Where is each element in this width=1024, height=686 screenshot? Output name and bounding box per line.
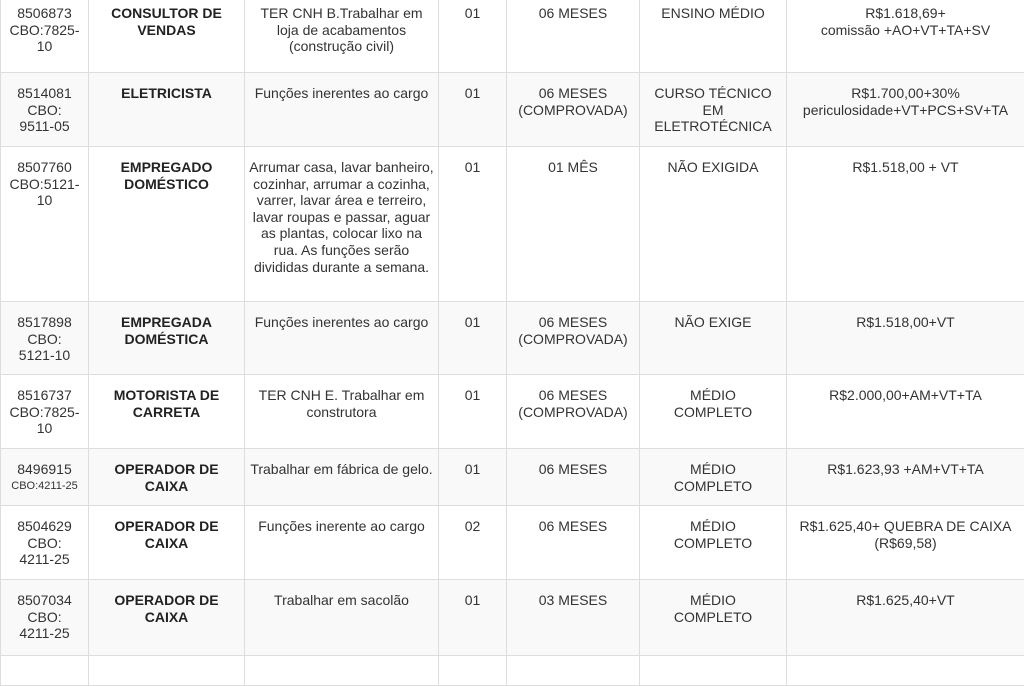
experience-requirement: 03 MESES xyxy=(507,580,640,656)
job-code-cell xyxy=(1,375,89,449)
job-code: 8517898 xyxy=(5,314,84,331)
vacancy-count: 01 xyxy=(439,73,507,147)
experience-requirement: 06 MESES (COMPROVADA) xyxy=(507,375,640,449)
job-code: 8504629 xyxy=(5,518,84,535)
experience-requirement: 06 MESES (COMPROVADA) xyxy=(507,73,640,147)
job-title: MOTORISTA DE CARRETA xyxy=(89,375,245,449)
salary-benefits: R$1.623,93 +AM+VT+TA xyxy=(787,449,1024,506)
vacancy-count: 01 xyxy=(439,449,507,506)
table-row xyxy=(1,147,1024,302)
salary-benefits: R$1.618,69+ comissão +AO+VT+TA+SV xyxy=(787,0,1024,73)
table-row xyxy=(1,506,1024,580)
job-code-cell xyxy=(1,506,89,580)
job-description: Funções inerentes ao cargo xyxy=(245,302,439,375)
job-code-cell xyxy=(1,449,89,506)
job-code: 8516737 xyxy=(5,387,84,404)
education-requirement: ENSINO MÉDIO xyxy=(640,0,787,73)
education-requirement: MÉDIO COMPLETO xyxy=(640,449,787,506)
education-requirement: NÃO EXIGE xyxy=(640,302,787,375)
salary-benefits: R$1.518,00 + VT xyxy=(787,147,1024,302)
salary-benefits: R$1.625,40+ QUEBRA DE CAIXA (R$69,58) xyxy=(787,506,1024,580)
education-requirement: MÉDIO COMPLETO xyxy=(640,580,787,656)
experience-requirement: 06 MESES xyxy=(507,449,640,506)
job-title: OPERADOR DE CAIXA xyxy=(89,506,245,580)
job-title: OPERADOR DE CAIXA xyxy=(89,449,245,506)
vacancy-count: 01 xyxy=(439,302,507,375)
job-description: Funções inerentes ao cargo xyxy=(245,73,439,147)
education-requirement: CURSO TÉCNICO EM ELETROTÉCNICA xyxy=(640,73,787,147)
salary-benefits: R$1.700,00+30% periculosidade+VT+PCS+SV+TA xyxy=(787,73,1024,147)
salary-benefits: R$2.000,00+AM+VT+TA xyxy=(787,375,1024,449)
job-code: 8514081 xyxy=(5,85,84,102)
job-code-cell xyxy=(1,147,89,302)
education-requirement: MÉDIO COMPLETO xyxy=(640,375,787,449)
empty-cell xyxy=(787,656,1024,686)
table-row xyxy=(1,302,1024,375)
job-code-cell xyxy=(1,73,89,147)
empty-cell xyxy=(1,656,89,686)
empty-cell xyxy=(245,656,439,686)
empty-cell xyxy=(89,656,245,686)
job-title: EMPREGADA DOMÉSTICA xyxy=(89,302,245,375)
job-code: 8507034 xyxy=(5,592,84,609)
job-code-cell xyxy=(1,0,89,73)
salary-benefits: R$1.625,40+VT xyxy=(787,580,1024,656)
table-row xyxy=(1,656,1024,686)
cbo-code: CBO: 4211-25 xyxy=(5,535,84,568)
empty-cell xyxy=(439,656,507,686)
empty-cell xyxy=(507,656,640,686)
cbo-code: CBO:7825- 10 xyxy=(5,404,84,437)
empty-cell xyxy=(640,656,787,686)
job-title: ELETRICISTA xyxy=(89,73,245,147)
experience-requirement: 06 MESES xyxy=(507,506,640,580)
job-description: Trabalhar em sacolão xyxy=(245,580,439,656)
job-code-cell xyxy=(1,302,89,375)
job-title: CONSULTOR DE VENDAS xyxy=(89,0,245,73)
job-code: 8507760 xyxy=(5,159,84,176)
vacancy-count: 02 xyxy=(439,506,507,580)
cbo-code: CBO:4211-25 xyxy=(5,478,84,495)
vacancy-count: 01 xyxy=(439,147,507,302)
experience-requirement: 06 MESES xyxy=(507,0,640,73)
job-description: TER CNH B.Trabalhar em loja de acabamentos (construção civil) xyxy=(245,0,439,73)
job-code-cell xyxy=(1,580,89,656)
salary-benefits: R$1.518,00+VT xyxy=(787,302,1024,375)
job-description: Trabalhar em fábrica de gelo. xyxy=(245,449,439,506)
job-title: OPERADOR DE CAIXA xyxy=(89,580,245,656)
table-row xyxy=(1,449,1024,506)
cbo-code: CBO: 5121-10 xyxy=(5,331,84,364)
education-requirement: NÃO EXIGIDA xyxy=(640,147,787,302)
job-title: EMPREGADO DOMÉSTICO xyxy=(89,147,245,302)
vacancy-count: 01 xyxy=(439,0,507,73)
table-row xyxy=(1,0,1024,73)
table-row xyxy=(1,73,1024,147)
education-requirement: MÉDIO COMPLETO xyxy=(640,506,787,580)
job-code: 8496915 xyxy=(5,461,84,478)
cbo-code: CBO: 4211-25 xyxy=(5,609,84,642)
cbo-code: CBO:7825- 10 xyxy=(5,22,84,55)
experience-requirement: 06 MESES (COMPROVADA) xyxy=(507,302,640,375)
job-description: TER CNH E. Trabalhar em construtora xyxy=(245,375,439,449)
vacancy-count: 01 xyxy=(439,580,507,656)
table-row xyxy=(1,375,1024,449)
cbo-code: CBO: 9511-05 xyxy=(5,102,84,135)
job-description: Arrumar casa, lavar banheiro, cozinhar, arrumar a cozinha, varrer, lavar área e terreiro, lavar roupas e passar, aguar as plantas, colocar lixo na rua. As funções serão divididas durante a semana. xyxy=(245,147,439,302)
job-description: Funções inerente ao cargo xyxy=(245,506,439,580)
cbo-code: CBO:5121- 10 xyxy=(5,176,84,209)
vacancy-count: 01 xyxy=(439,375,507,449)
job-code: 8506873 xyxy=(5,5,84,22)
experience-requirement: 01 MÊS xyxy=(507,147,640,302)
table-row xyxy=(1,580,1024,656)
